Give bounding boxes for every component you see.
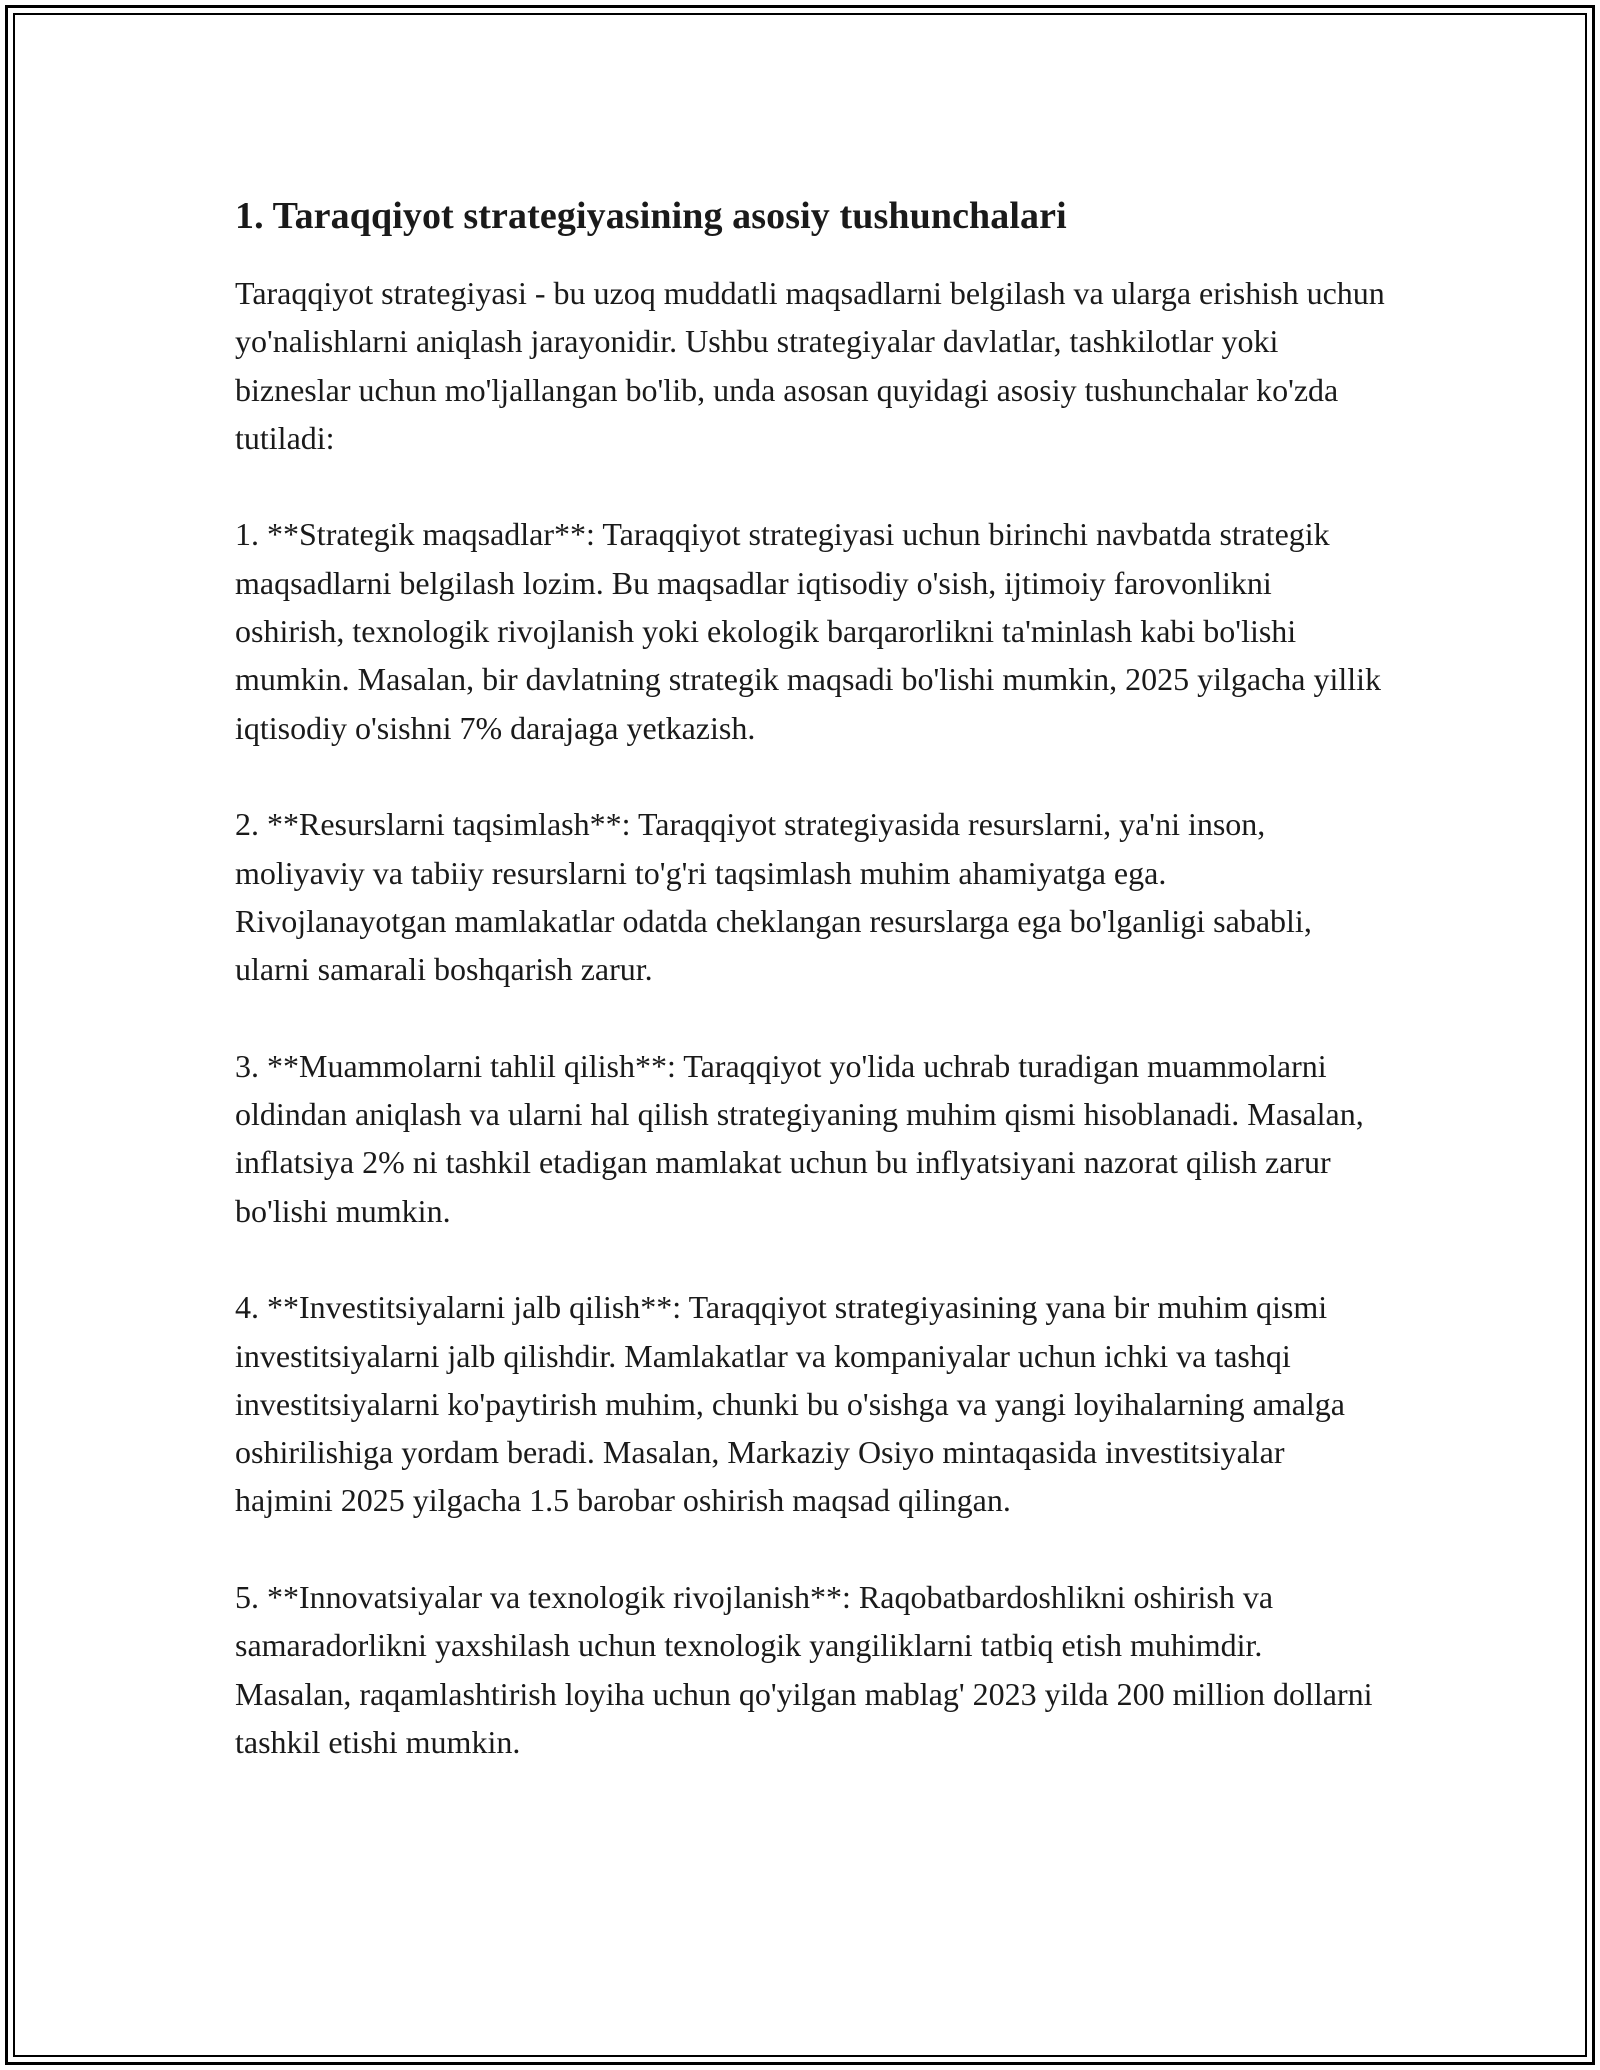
document-title: 1. Taraqqiyot strategiyasining asosiy tushunchalari bbox=[235, 195, 1067, 237]
paragraph-resource-allocation: 2. **Resurslarni taqsimlash**: Taraqqiyot strategiyasida resurslarni, ya'ni inson, moliyaviy va tabiiy resurslarni to'g'ri taqsimlash muhim ahamiyatga ega. Rivojlanayotgan mamlakatlar odatda cheklangan resurslarga ega bo'lganligi sababli, ularni samarali boshqarish zarur. bbox=[235, 806, 1312, 988]
intro-paragraph: Taraqqiyot strategiyasi - bu uzoq muddatli maqsadlarni belgilash va ularga erishish uchun yo'nalishlarni aniqlash jarayonidir. Ushbu strategiyalar davlatlar, tashkilotlar yoki bizneslar uchun mo'ljallangan bo'lib, unda asosan quyidagi asosiy tushunchalar ko'zda tutiladi: bbox=[235, 275, 1385, 456]
paragraph-problem-analysis: 3. **Muammolarni tahlil qilish**: Taraqqiyot yo'lida uchrab turadigan muammolarni oldindan aniqlash va ularni hal qilish strategiyaning muhim qismi hisoblanadi. Masalan, inflatsiya 2% ni tashkil etadigan mamlakat uchun bu inflyatsiyani nazorat qilish zarur bo'lishi mumkin. bbox=[235, 1047, 1364, 1229]
paragraph-investment-attraction: 4. **Investitsiyalarni jalb qilish**: Taraqqiyot strategiyasining yana bir muhim qismi investitsiyalarni jalb qilishdir. Mamlakatlar va kompaniyalar uchun ichki va tashqi investitsiyalarni ko'paytirish muhim, chunki bu o'sishga va yangi loyihalarning amalga oshirilishiga yordam beradi. Masalan, Markaziy Osiyo mintaqasida investitsiyalar hajmini 2025 yilgacha 1.5 barobar oshirish maqsad qilingan. bbox=[235, 1289, 1345, 1519]
document-body bbox=[235, 185, 1385, 1815]
paragraph-innovation-technology: 5. **Innovatsiyalar va texnologik rivojlanish**: Raqobatbardoshlikni oshirish va samaradorlikni yaxshilash uchun texnologik yangiliklarni tatbiq etish muhimdir. Masalan, raqamlashtirish loyiha uchun qo'yilgan mablag' 2023 yilda 200 million dollarni tashkil etishi mumkin. bbox=[235, 1579, 1373, 1760]
paragraph-strategic-goals: 1. **Strategik maqsadlar**: Taraqqiyot strategiyasi uchun birinchi navbatda strategik maqsadlarni belgilash lozim. Bu maqsadlar iqtisodiy o'sish, ijtimoiy farovonlikni oshirish, texnologik rivojlanish yoki ekologik barqarorlikni ta'minlash kabi bo'lishi mumkin. Masalan, bir davlatning strategik maqsadi bo'lishi mumkin, 2025 yilgacha yillik iqtisodiy o'sishni 7% darajaga yetkazish. bbox=[235, 516, 1382, 746]
